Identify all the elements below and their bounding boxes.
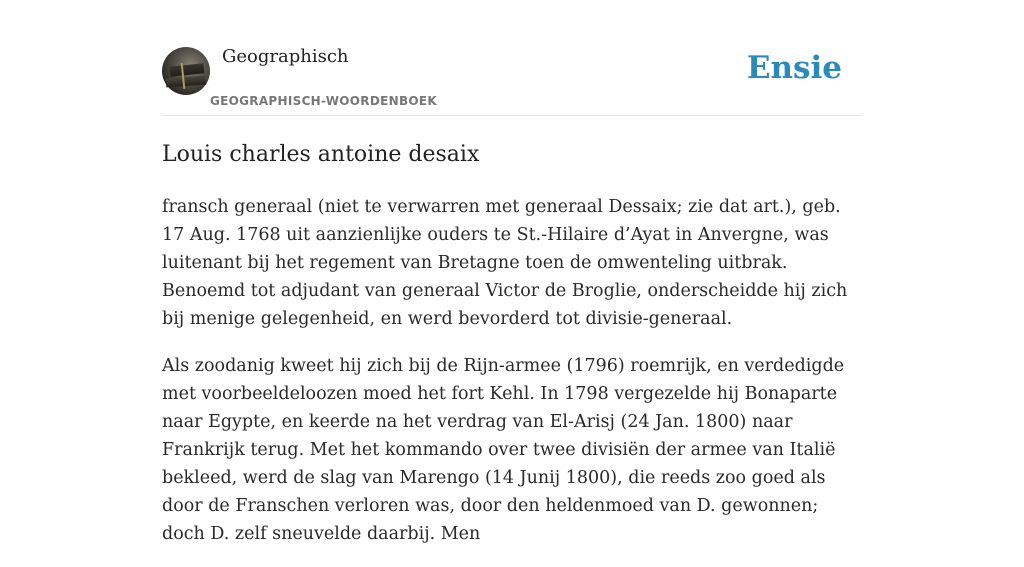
source-avatar[interactable] [162, 47, 210, 95]
header [162, 0, 862, 116]
book-image [166, 76, 207, 88]
brand-logo[interactable]: Ensie [746, 50, 842, 86]
article-title: Louis charles antoine desaix [162, 142, 480, 167]
article [162, 140, 862, 567]
article-paragraph: Als zoodanig kweet hij zich bij de Rijn-armee (1796) roemrijk, en verdedigde met voorbeeldeloozen moed het fort Kehl. In 1798 vergezelde hij Bonaparte naar Egypte, en keerde na het verdrag van El-Arisj (24 Jan. 1800) naar Frankrijk terug. Met het kommando over twee divisiën der armee van Italië bekleed, werd de slag van Marengo (14 Junij 1800), die reeds zoo goed als door de Franschen verloren was, door den heldenmoed van D. gewonnen; doch D. zelf sneuvelde daarbij. Men [162, 356, 845, 544]
article-paragraph: fransch generaal (niet te verwarren met generaal Dessaix; zie dat art.), geb. 17 Aug. 1768 uit aanzienlijke ouders te St.-Hilaire d’Ayat in Anvergne, was luitenant bij het regement van Bretagne toen de omwenteling uitbrak. Benoemd tot adjudant van generaal Victor de Broglie, onderscheidde hij zich bij menige gelegenheid, en werd bevorderd tot divisie-generaal. [162, 197, 848, 329]
source-title[interactable]: Geographisch [222, 46, 349, 67]
book-image [170, 63, 205, 76]
source-slug[interactable]: GEOGRAPHISCH-WOORDENBOEK [210, 94, 437, 108]
